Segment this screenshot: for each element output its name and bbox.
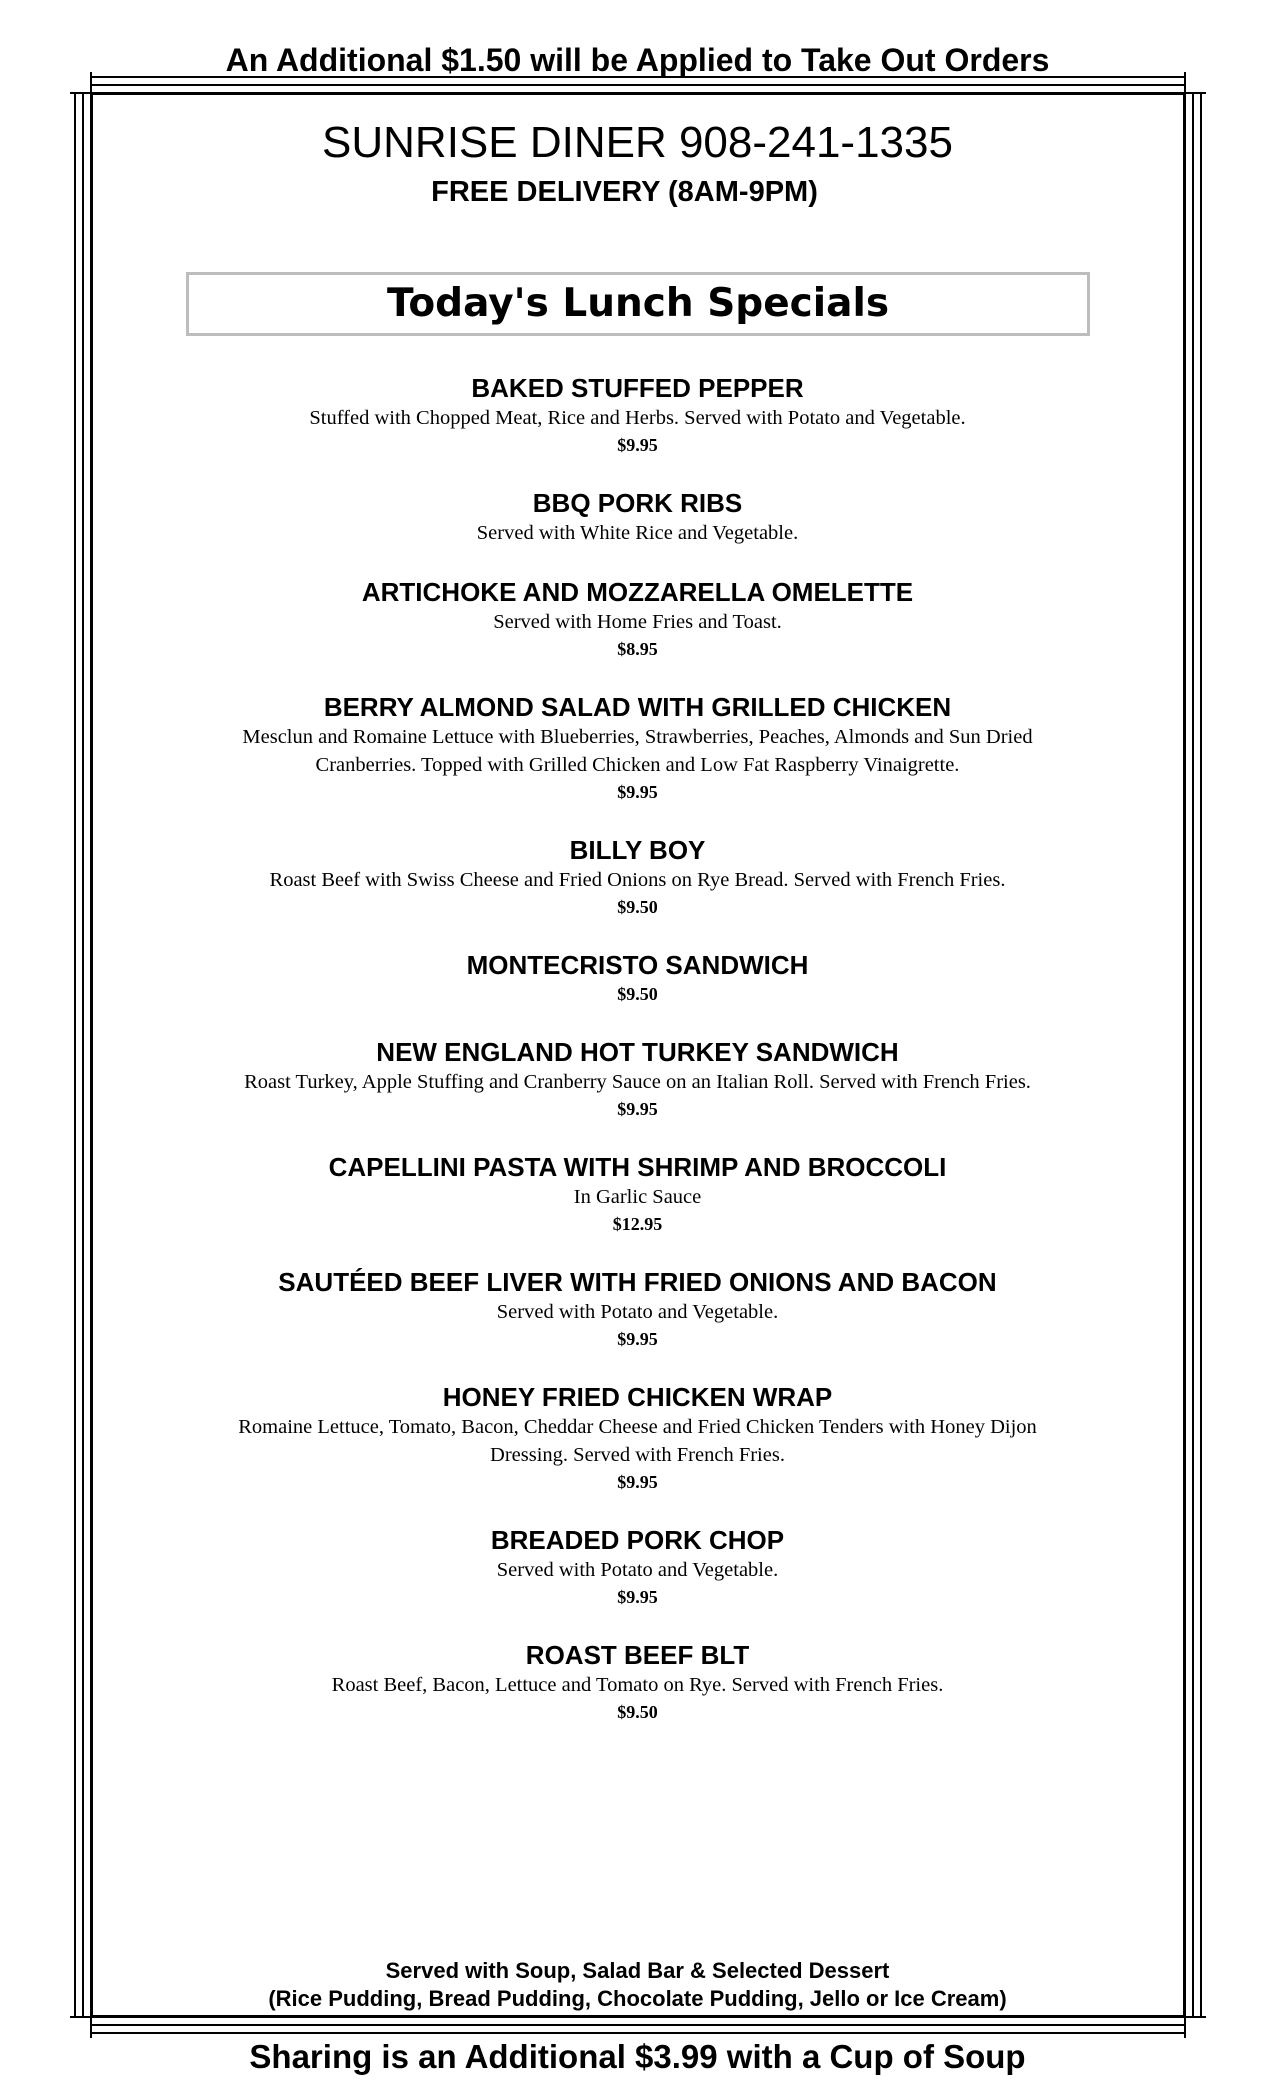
menu-item-title: SAUTÉED BEEF LIVER WITH FRIED ONIONS AND BACON [278, 1267, 997, 1297]
menu-item-description: Stuffed with Chopped Meat, Rice and Herbs. Served with Potato and Vegetable. [309, 407, 966, 429]
menu-item-price: $9.50 [617, 984, 658, 1004]
included-sides-line: Served with Soup, Salad Bar & Selected Dessert [385, 1958, 890, 1983]
menu-item-price: $9.95 [617, 435, 658, 455]
menu-item-title: CAPELLINI PASTA WITH SHRIMP AND BROCCOLI [328, 1152, 947, 1182]
menu-item-price: $9.50 [617, 897, 658, 917]
diner-name-phone: SUNRISE DINER 908-241-1335 [322, 118, 953, 167]
dessert-options-line: (Rice Pudding, Bread Pudding, Chocolate Pudding, Jello or Ice Cream) [268, 1986, 1007, 2011]
menu-item-title: BILLY BOY [569, 835, 706, 865]
menu-item-title: BERRY ALMOND SALAD WITH GRILLED CHICKEN [323, 692, 952, 722]
menu-item [200, 1525, 1075, 1610]
specials-title: Today's Lunch Specials [386, 281, 890, 326]
menu-item-title: NEW ENGLAND HOT TURKEY SANDWICH [376, 1037, 899, 1067]
menu-item-price: $9.95 [617, 1587, 658, 1607]
menu-item-price: $9.95 [617, 1099, 658, 1119]
diner-header [0, 116, 1275, 212]
menu-item-title: BBQ PORK RIBS [532, 488, 743, 518]
menu-item-description: Roast Beef with Swiss Cheese and Fried Onions on Rye Bread. Served with French Fries. [269, 869, 1006, 891]
included-sides-note [0, 1957, 1275, 2013]
menu-item-price: $8.95 [617, 639, 658, 659]
menu-item-title: MONTECRISTO SANDWICH [466, 950, 809, 980]
menu-item-price: $9.95 [617, 782, 658, 802]
menu-item-description: In Garlic Sauce [573, 1186, 702, 1208]
menu-item-price: $9.95 [617, 1472, 658, 1492]
takeout-surcharge-note: An Additional $1.50 will be Applied to Take Out Orders [225, 42, 1050, 78]
menu-item [200, 488, 1075, 547]
menu-item [200, 950, 1075, 1007]
menu-item-price: $12.95 [612, 1214, 663, 1234]
delivery-info: FREE DELIVERY (8AM-9PM) [431, 176, 818, 208]
menu-item-description: Served with White Rice and Vegetable. [476, 522, 799, 544]
menu-item-description: Roast Turkey, Apple Stuffing and Cranberry Sauce on an Italian Roll. Served with French Fries. [244, 1071, 1031, 1093]
menu-item [200, 692, 1075, 805]
menu-item-description: Served with Potato and Vegetable. [496, 1301, 779, 1323]
menu-item [200, 1382, 1075, 1495]
menu-item [200, 577, 1075, 662]
frame-corner-top-left [70, 72, 92, 94]
menu-item [200, 1267, 1075, 1352]
menu-item-title: BREADED PORK CHOP [490, 1525, 785, 1555]
menu-item-price: $9.50 [617, 1702, 658, 1722]
menu-item-title: ARTICHOKE AND MOZZARELLA OMELETTE [361, 577, 914, 607]
menu-item-description: Romaine Lettuce, Tomato, Bacon, Cheddar Cheese and Fried Chicken Tenders with Honey Dijon Dressing. Served with French Fries. [238, 1416, 1037, 1466]
menu-item-title: HONEY FRIED CHICKEN WRAP [442, 1382, 833, 1412]
sharing-charge-note: Sharing is an Additional $3.99 with a Cup of Soup [249, 2038, 1026, 2075]
menu-item [200, 373, 1075, 458]
menu-item [200, 835, 1075, 920]
menu-item-description: Served with Potato and Vegetable. [496, 1559, 779, 1581]
menu-item-description: Mesclun and Romaine Lettuce with Blueberries, Strawberries, Peaches, Almonds and Sun Dried Cranberries. Topped with Grilled Chicken and Low Fat Raspberry Vinaigrette. [242, 726, 1033, 776]
menu-item-price: $9.95 [617, 1329, 658, 1349]
menu-item [200, 1037, 1075, 1122]
lunch-specials-list [200, 373, 1075, 1755]
menu-item [200, 1152, 1075, 1237]
menu-item-description: Roast Beef, Bacon, Lettuce and Tomato on Rye. Served with French Fries. [331, 1674, 944, 1696]
menu-item [200, 1640, 1075, 1725]
menu-item-title: ROAST BEEF BLT [525, 1640, 750, 1670]
menu-item-title: BAKED STUFFED PEPPER [471, 373, 804, 403]
specials-title-box [186, 272, 1090, 336]
menu-item-description: Served with Home Fries and Toast. [493, 611, 782, 633]
frame-corner-top-right [1184, 72, 1206, 94]
